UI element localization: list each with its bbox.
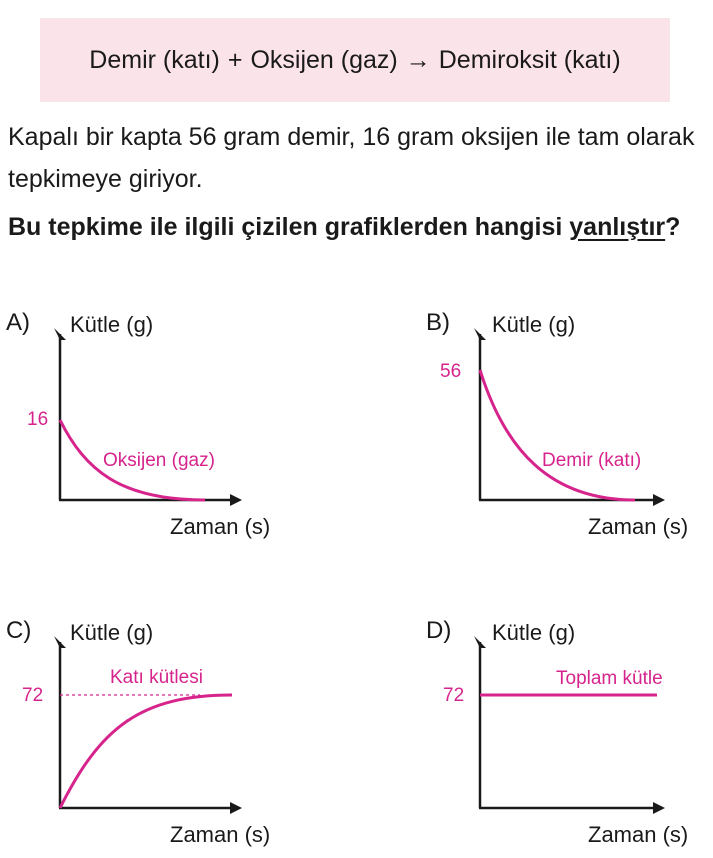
product-iron-oxide: Demiroksit (katı) <box>438 45 621 74</box>
y-tick-label: 56 <box>440 361 462 382</box>
series-curve <box>480 370 635 500</box>
chart-b-svg <box>420 300 713 550</box>
x-axis-arrow <box>230 494 242 506</box>
chart-a-svg <box>0 300 330 550</box>
question-main: Bu tepkime ile ilgili çizilen grafiklerden hangisi <box>8 213 570 241</box>
series-label: Demir (katı) <box>542 450 642 471</box>
question-text <box>8 206 708 248</box>
option-letter: B) <box>426 309 450 336</box>
option-letter: D) <box>426 617 452 644</box>
question-mark: ? <box>665 213 681 241</box>
y-axis-label: Kütle (g) <box>492 312 576 337</box>
reaction-arrow: → <box>405 45 431 74</box>
reaction-equation-box <box>40 18 670 102</box>
x-axis-arrow <box>653 802 665 814</box>
chart-d[interactable] <box>420 608 713 858</box>
y-axis-label: Kütle (g) <box>70 620 154 645</box>
question-underlined-word: yanlıştır <box>569 213 666 241</box>
y-tick-label: 16 <box>27 409 49 430</box>
plus-sign: + <box>227 45 243 74</box>
x-axis-arrow <box>653 494 665 506</box>
chart-b[interactable] <box>420 300 713 550</box>
reactant-oxygen: Oksijen (gaz) <box>250 45 398 74</box>
x-axis-label: Zaman (s) <box>170 514 271 539</box>
option-letter: C) <box>6 617 32 644</box>
x-axis-label: Zaman (s) <box>588 822 689 847</box>
series-curve <box>60 695 232 808</box>
intro-text: Kapalı bir kapta 56 gram demir, 16 gram oksijen ile tam olarak tepkimeye giriyor. <box>8 123 695 193</box>
chart-c[interactable] <box>0 608 330 858</box>
x-axis-arrow <box>230 802 242 814</box>
option-letter: A) <box>6 309 30 336</box>
series-label: Oksijen (gaz) <box>103 450 215 471</box>
series-label: Katı kütlesi <box>110 667 203 688</box>
y-tick-label: 72 <box>22 685 44 706</box>
y-axis-label: Kütle (g) <box>70 312 154 337</box>
y-axis-label: Kütle (g) <box>492 620 576 645</box>
series-label: Toplam kütle <box>556 668 663 689</box>
chart-c-svg <box>0 608 330 858</box>
x-axis-label: Zaman (s) <box>588 514 689 539</box>
y-tick-label: 72 <box>443 685 465 706</box>
chart-a[interactable] <box>0 300 330 550</box>
x-axis-label: Zaman (s) <box>170 822 271 847</box>
reactant-iron: Demir (katı) <box>89 45 220 74</box>
chart-d-svg <box>420 608 713 858</box>
